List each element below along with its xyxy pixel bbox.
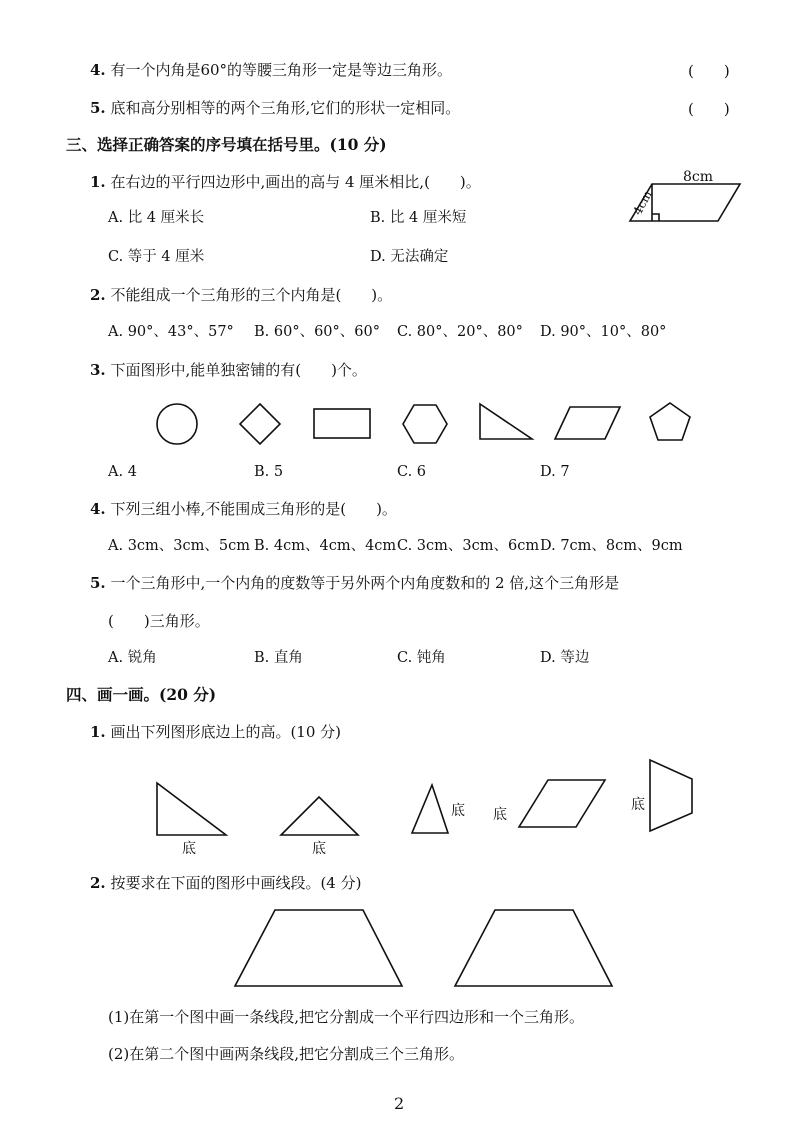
acute-triangle-shape[interactable] bbox=[412, 785, 448, 833]
option-c[interactable]: C. 6 bbox=[397, 464, 427, 480]
top-length-label: 8cm bbox=[683, 169, 714, 185]
side-length-label: 4cm bbox=[630, 188, 655, 218]
question-text: 底和高分别相等的两个三角形,它们的形状一定相同。 bbox=[110, 99, 461, 117]
s4-q1 bbox=[90, 722, 341, 742]
question-number: 1. bbox=[90, 723, 106, 741]
question-number: 2. bbox=[90, 286, 106, 304]
option-a[interactable]: A. 3cm、3cm、5cm bbox=[108, 538, 250, 554]
question-number: 3. bbox=[90, 361, 106, 379]
option-b[interactable]: B. 直角 bbox=[254, 650, 303, 666]
question-number: 4. bbox=[90, 500, 106, 518]
s3-q3 bbox=[90, 360, 367, 380]
s3-q1 bbox=[90, 172, 481, 192]
trapezoid-2[interactable] bbox=[455, 910, 612, 986]
base-label: 底 bbox=[493, 807, 507, 823]
option-c[interactable]: C. 等于 4 厘米 bbox=[108, 249, 205, 265]
option-d[interactable]: D. 90°、10°、80° bbox=[540, 324, 667, 340]
s4-q2-sub1: (1)在第一个图中画一条线段,把它分割成一个平行四边形和一个三角形。 bbox=[108, 1008, 585, 1026]
s3-q5 bbox=[90, 573, 619, 593]
option-d[interactable]: D. 等边 bbox=[540, 650, 590, 666]
height-figures[interactable] bbox=[140, 755, 700, 860]
option-b[interactable]: B. 4cm、4cm、4cm bbox=[254, 538, 397, 554]
section-title: 三、选择正确答案的序号填在括号里。(10 分) bbox=[66, 135, 387, 154]
question-text: 一个三角形中,一个内角的度数等于另外两个内角度数和的 2 倍,这个三角形是 bbox=[110, 574, 620, 592]
question-text: 不能组成一个三角形的三个内角是( )。 bbox=[110, 286, 393, 304]
hexagon-icon bbox=[403, 405, 447, 443]
option-b[interactable]: B. 60°、60°、60° bbox=[254, 324, 380, 340]
answer-paren[interactable]: ( ) bbox=[688, 100, 730, 118]
option-a[interactable]: A. 4 bbox=[108, 464, 137, 480]
trapezoid-shape[interactable] bbox=[650, 760, 692, 831]
parallelogram-figure bbox=[625, 168, 745, 228]
parallelogram-icon bbox=[555, 407, 620, 439]
question-text: 下面图形中,能单独密铺的有( )个。 bbox=[110, 361, 367, 379]
option-d[interactable]: D. 7cm、8cm、9cm bbox=[540, 538, 683, 554]
base-label: 底 bbox=[631, 797, 645, 813]
s3-q2 bbox=[90, 285, 392, 305]
right-triangle-icon bbox=[480, 404, 532, 439]
s3-q4 bbox=[90, 499, 397, 519]
trapezoid-1[interactable] bbox=[235, 910, 402, 986]
option-c[interactable]: C. 80°、20°、80° bbox=[397, 324, 523, 340]
option-a[interactable]: A. 锐角 bbox=[108, 650, 157, 666]
question-number: 2. bbox=[90, 874, 106, 892]
option-a[interactable]: A. 90°、43°、57° bbox=[108, 324, 234, 340]
question-number: 5. bbox=[90, 99, 106, 117]
page-number: 2 bbox=[394, 1094, 405, 1113]
base-label: 底 bbox=[451, 803, 465, 819]
option-d[interactable]: D. 7 bbox=[540, 464, 570, 480]
trapezoid-figures[interactable] bbox=[225, 905, 625, 990]
option-a[interactable]: A. 比 4 厘米长 bbox=[108, 210, 205, 226]
question-text: 在右边的平行四边形中,画出的高与 4 厘米相比,( )。 bbox=[110, 173, 481, 191]
base-label: 底 bbox=[182, 841, 196, 857]
judge-q4 bbox=[90, 60, 452, 80]
question-text: 画出下列图形底边上的高。(10 分) bbox=[110, 723, 342, 741]
question-number: 4. bbox=[90, 61, 106, 79]
isosceles-triangle-shape[interactable] bbox=[281, 797, 358, 835]
square-rotated-icon bbox=[240, 404, 280, 444]
parallelogram-shape[interactable] bbox=[519, 780, 605, 827]
option-b[interactable]: B. 5 bbox=[254, 464, 284, 480]
s3-q5-line2[interactable]: ( )三角形。 bbox=[108, 612, 210, 630]
base-label: 底 bbox=[312, 841, 326, 857]
question-number: 1. bbox=[90, 173, 106, 191]
question-text: 有一个内角是60°的等腰三角形一定是等边三角形。 bbox=[110, 61, 453, 79]
judge-q5 bbox=[90, 98, 460, 118]
option-c[interactable]: C. 3cm、3cm、6cm bbox=[397, 538, 540, 554]
circle-icon bbox=[157, 404, 197, 444]
section-title: 四、画一画。(20 分) bbox=[66, 685, 217, 704]
question-number: 5. bbox=[90, 574, 106, 592]
option-d[interactable]: D. 无法确定 bbox=[370, 249, 449, 265]
option-b[interactable]: B. 比 4 厘米短 bbox=[370, 210, 467, 226]
right-triangle-shape[interactable] bbox=[157, 783, 226, 835]
rectangle-icon bbox=[314, 409, 370, 438]
pentagon-icon bbox=[650, 403, 690, 440]
question-text: 下列三组小棒,不能围成三角形的是( )。 bbox=[110, 500, 397, 518]
s4-q2 bbox=[90, 873, 361, 893]
s4-q2-sub2: (2)在第二个图中画两条线段,把它分割成三个三角形。 bbox=[108, 1045, 465, 1063]
question-text: 按要求在下面的图形中画线段。(4 分) bbox=[110, 874, 362, 892]
option-c[interactable]: C. 钝角 bbox=[397, 650, 446, 666]
answer-paren[interactable]: ( ) bbox=[688, 62, 730, 80]
tiling-shapes bbox=[140, 395, 700, 455]
